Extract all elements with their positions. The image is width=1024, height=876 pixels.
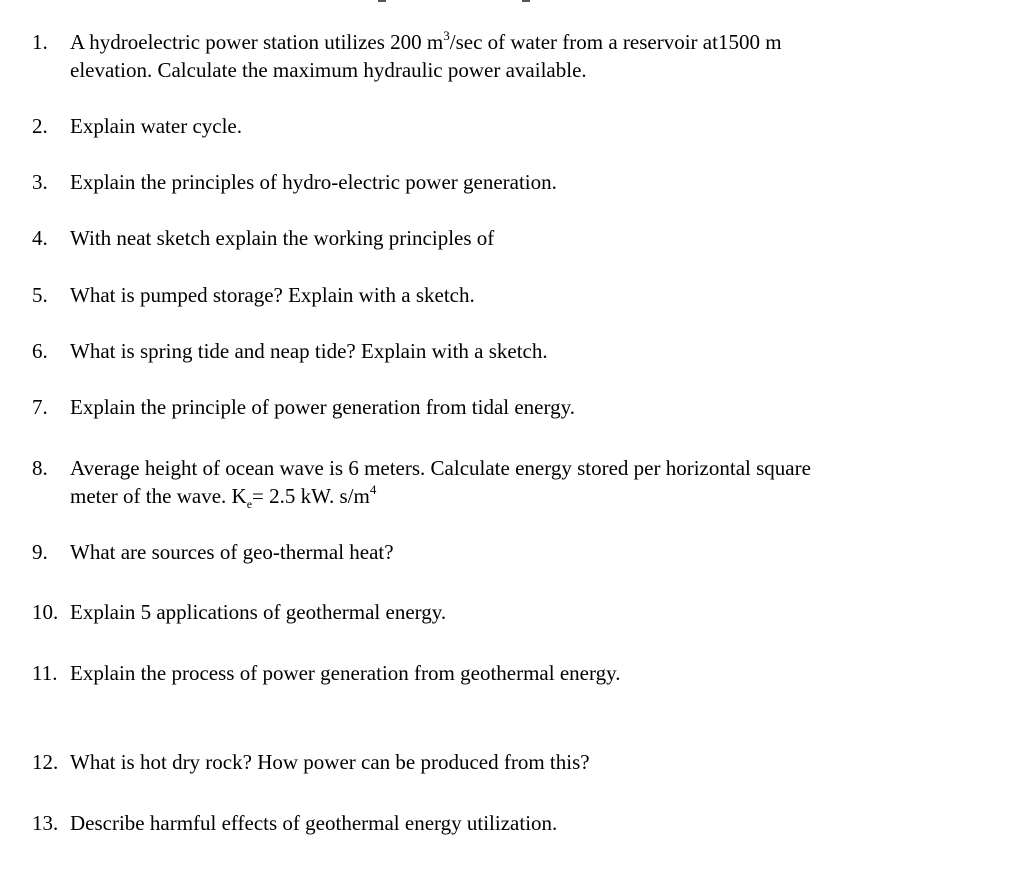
- question-text: What is pumped storage? Explain with a sketch.: [70, 283, 475, 307]
- question-text: Explain the process of power generation from geothermal energy.: [70, 661, 621, 685]
- question-number: 7.: [32, 395, 48, 419]
- question-2: [32, 112, 992, 140]
- question-5: [32, 281, 992, 309]
- question-number: 5.: [32, 283, 48, 307]
- question-text: What is hot dry rock? How power can be produced from this?: [70, 750, 590, 774]
- question-10: [32, 598, 992, 626]
- question-9: [32, 538, 992, 566]
- question-12: [32, 748, 992, 776]
- question-number: 10.: [32, 600, 59, 624]
- question-number: 11.: [32, 661, 58, 685]
- question-11: [32, 659, 992, 687]
- cropped-text-fragment: [522, 0, 530, 2]
- question-4: [32, 224, 992, 252]
- question-number: 4.: [32, 226, 48, 250]
- question-text: Explain the principle of power generation from tidal energy.: [70, 395, 575, 419]
- question-number: 13.: [32, 811, 59, 835]
- question-number: 9.: [32, 540, 48, 564]
- question-7: [32, 393, 992, 421]
- question-number: 1.: [32, 30, 48, 54]
- question-13: [32, 809, 992, 837]
- question-number: 2.: [32, 114, 48, 138]
- question-number: 3.: [32, 170, 48, 194]
- question-1: [32, 28, 992, 84]
- question-text: A hydroelectric power station utilizes 200 $m^3/\sec$ of water from a reservoir at1500 m elevation. Calculate the maximum hydraulic power available.: [70, 28, 782, 82]
- question-8: [32, 454, 992, 510]
- question-3: [32, 168, 992, 196]
- question-6: [32, 337, 992, 365]
- question-number: 8.: [32, 456, 48, 480]
- question-text: With neat sketch explain the working principles of: [70, 226, 495, 250]
- question-text: Explain the principles of hydro-electric power generation.: [70, 170, 557, 194]
- question-number: 6.: [32, 339, 48, 363]
- question-text: What are sources of geo-thermal heat?: [70, 540, 394, 564]
- question-text: Average height of ocean wave is 6 meters. Calculate energy stored per horizontal square meter of the wave. $K_e= 2.5$ kW. $s/m^4$: [70, 456, 811, 512]
- cropped-text-fragment: [378, 0, 386, 2]
- question-number: 12.: [32, 750, 59, 774]
- question-text: Describe harmful effects of geothermal energy utilization.: [70, 811, 558, 835]
- question-text: Explain water cycle.: [70, 114, 242, 138]
- question-text: Explain 5 applications of geothermal energy.: [70, 600, 447, 624]
- question-text: What is spring tide and neap tide? Explain with a sketch.: [70, 339, 548, 363]
